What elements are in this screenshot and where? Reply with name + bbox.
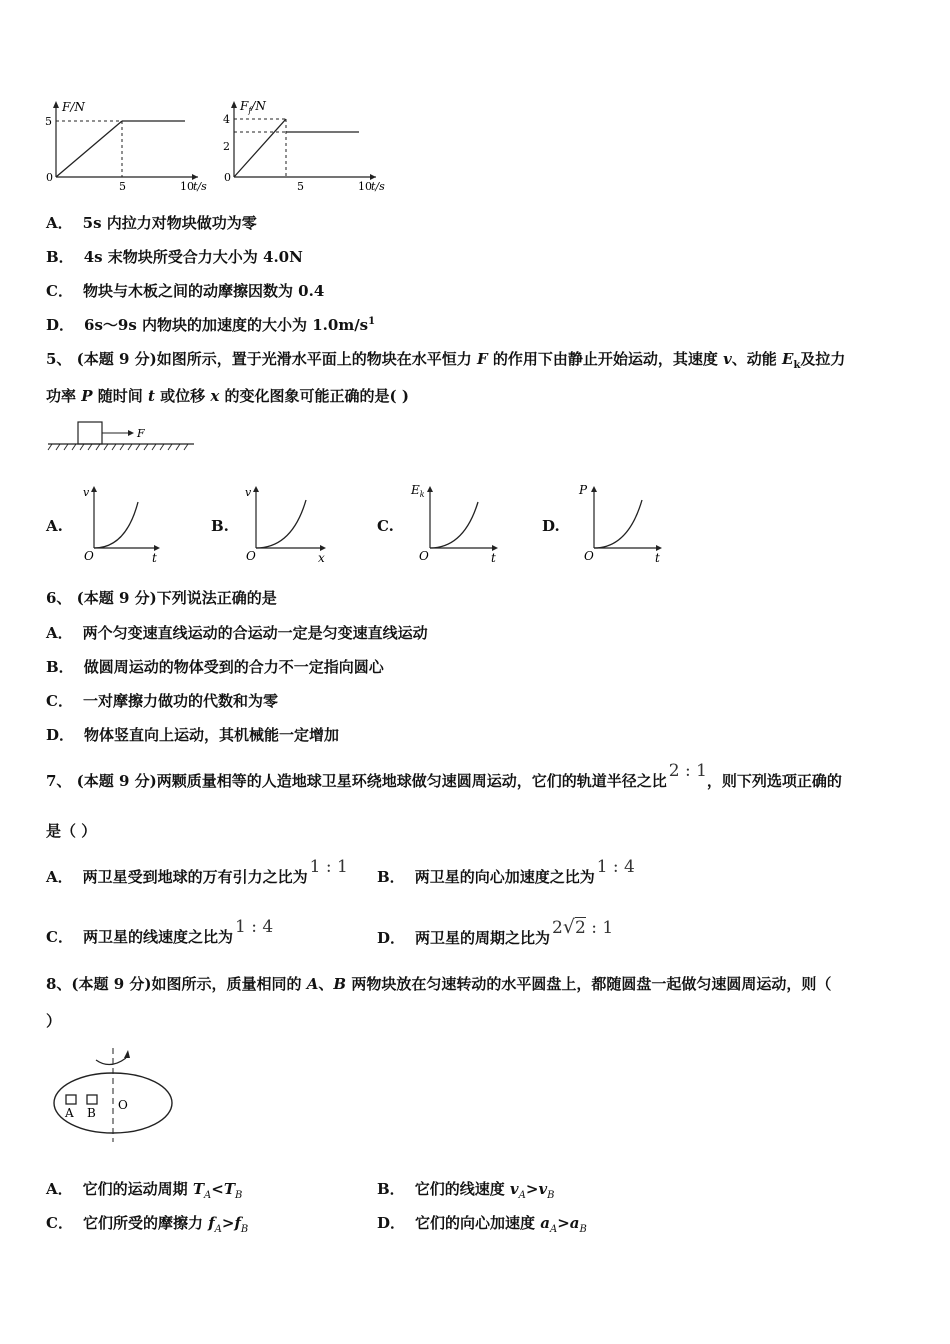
q8-option-b: B． 它们的线速度 $v_A>v_B$ [377, 1180, 555, 1201]
q7-option-c: C． 两卫星的线速度之比为 1 : 4 [46, 917, 274, 946]
q5-option-a-graph [78, 482, 168, 564]
q6-stem: 6、 (本题 9 分)下列说法正确的是 [46, 589, 277, 607]
origin-label: O [84, 549, 94, 563]
axis-y-label: v [83, 486, 90, 499]
block-b [87, 1095, 97, 1104]
q5-option-c-graph [408, 480, 508, 564]
right-ylabel: $F_f/N$ [240, 99, 266, 115]
pull-force-graph [45, 100, 207, 193]
q7-stem-line1: 7、 (本题 9 分)两颗质量相等的人造地球卫星环绕地球做匀速圆周运动，它们的轨道半径之比 2 : 1，则下列选项正确的 [46, 761, 842, 790]
q5-stem-line1: 5、 (本题 9 分)如图所示，置于光滑水平面上的物块在水平恒力 F 的作用下由静止开始运动，其速度 v、动能 $E_k$及拉力 [46, 350, 846, 371]
axis-y-label: v [245, 486, 252, 499]
q8-option-d: D． 它们的向心加速度 $a_A>a_B$ [377, 1214, 587, 1235]
q8-option-c: C． 它们所受的摩擦力 $f_A>f_B$ [46, 1214, 249, 1235]
origin-label: O [419, 549, 429, 563]
friction-force-graphs [40, 95, 400, 195]
q7-option-b: B． 两卫星的向心加速度之比为 1 : 4 [377, 857, 635, 886]
axis-x-label: t [152, 551, 157, 564]
q4-option-b [46, 246, 303, 267]
q5-stem-line2: 功率 P 随时间 t 或位移 x 的变化图象可能正确的是( ) [46, 387, 409, 405]
q4-option-a [46, 212, 257, 233]
sqrt-expression: 2√2 : 1 [552, 916, 614, 938]
option-text: 4s 末物块所受合力大小为 4.0N [83, 248, 303, 266]
block [78, 422, 102, 444]
left-origin: 0 [46, 171, 53, 184]
option-letter: A． [46, 214, 73, 232]
q5-option-b-letter: B. [211, 517, 229, 535]
q5-option-d-letter: D. [542, 517, 560, 535]
axis-y-label: P [579, 483, 588, 497]
q6-option-a: A． 两个匀变速直线运动的合运动一定是匀变速直线运动 [46, 624, 428, 642]
option-text: 5s 内拉力对物块做功为零 [82, 214, 257, 232]
left-ylabel: F/N [62, 100, 85, 114]
block-a [66, 1095, 76, 1104]
origin-label: O [246, 549, 256, 563]
q5-option-a-letter: A. [46, 517, 63, 535]
left-x10: 10 [180, 180, 194, 193]
label-b: B [87, 1106, 96, 1120]
option-letter: B． [46, 248, 74, 266]
origin-label: O [584, 549, 594, 563]
q7-option-a: A． 两卫星受到地球的万有引力之比为 1 : 1 [46, 857, 348, 886]
right-origin: 0 [224, 171, 231, 184]
left-x5: 5 [119, 180, 126, 193]
right-y4: 4 [223, 113, 230, 126]
q7-option-d: D． 两卫星的周期之比为 2√2 : 1 [377, 916, 614, 947]
q6-option-d: D． 物体竖直向上运动，其机械能一定增加 [46, 726, 340, 744]
left-y5: 5 [45, 115, 52, 128]
q4-option-c [46, 280, 324, 301]
friction-graph [223, 99, 385, 193]
q4-option-d [46, 314, 375, 335]
q6-option-c: C． 一对摩擦力做功的代数和为零 [46, 692, 278, 710]
force-label: F [137, 427, 145, 440]
option-sup: 1 [368, 316, 376, 327]
q7-stem-line2: 是（ ） [46, 822, 97, 840]
label-o: O [118, 1098, 128, 1112]
option-letter: D． [46, 316, 75, 334]
q7-radius-ratio: 2 : 1 [668, 761, 707, 781]
block-on-surface-figure [44, 418, 199, 458]
axis-x-label: t [491, 551, 496, 564]
q5-option-b-graph [240, 482, 335, 564]
right-xunit: t/s [371, 180, 385, 193]
axis-x-label: x [318, 551, 325, 564]
option-text: 物块与木板之间的动摩擦因数为 0.4 [82, 282, 325, 300]
q5-option-c-letter: C. [377, 517, 394, 535]
q8-stem-line2: ） [46, 1012, 62, 1030]
axis-y-label: $E_k$ [411, 483, 425, 499]
turntable-figure [48, 1040, 180, 1148]
q8-stem-line1: 8、(本题 9 分)如图所示，质量相同的 A、B 两物块放在匀速转动的水平圆盘上，都随圆盘一起做匀速圆周运动，则（ [46, 975, 832, 993]
q8-option-a: A． 它们的运动周期 $T_A<T_B$ [46, 1180, 243, 1201]
left-xunit: t/s [193, 180, 207, 193]
q6-option-b: B． 做圆周运动的物体受到的合力不一定指向圆心 [46, 658, 384, 676]
right-x10: 10 [358, 180, 372, 193]
right-y2: 2 [223, 140, 230, 153]
option-text: 6s～9s 内物块的加速度的大小为 1.0m/s [84, 316, 369, 334]
axis-x-label: t [655, 551, 660, 564]
right-x5: 5 [297, 180, 304, 193]
option-letter: C． [46, 282, 73, 300]
q5-option-d-graph [576, 480, 671, 564]
label-a: A [65, 1106, 74, 1120]
rotation-arrow-icon [96, 1058, 126, 1065]
